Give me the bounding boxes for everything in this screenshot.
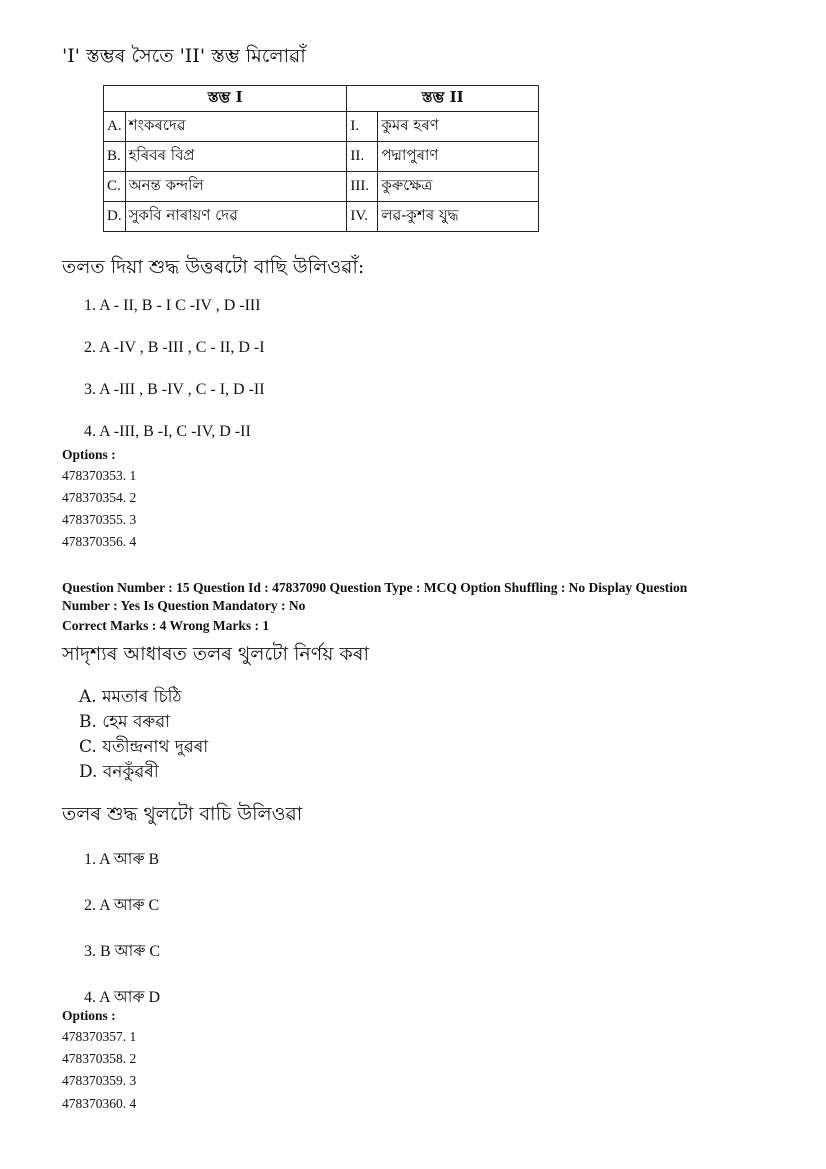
table-header-row xyxy=(104,86,539,112)
row-value-right: লৱ-কুশৰ যুদ্ধ xyxy=(378,202,539,232)
table-row xyxy=(104,202,539,232)
answer-choice-4: 4. A আৰু D xyxy=(84,989,161,1006)
column-header-2: স্তম্ভ II xyxy=(347,86,539,112)
option-id: 478370359. 3 xyxy=(62,1073,137,1088)
question-meta-line-1: Question Number : 15 Question Id : 47837090 Question Type : MCQ Option Shuffling : No Display Question xyxy=(62,580,688,595)
option-id: 478370357. 1 xyxy=(62,1029,137,1044)
row-value-right: কুৰুক্ষেত্ৰ xyxy=(378,172,539,202)
row-key-left: C. xyxy=(104,172,126,202)
match-instruction: 'I' স্তম্ভৰ সৈতে 'II' স্তম্ভ মিলোৱাঁ xyxy=(62,45,306,67)
list-item: B. হেম বৰুৱা xyxy=(79,712,171,732)
option-id: 478370354. 2 xyxy=(62,490,137,505)
row-key-right: I. xyxy=(347,112,378,142)
row-value-left: সুকবি নাৰায়ণ দেৱ xyxy=(125,202,347,232)
row-key-left: A. xyxy=(104,112,126,142)
answer-choice-1: 1. A আৰু B xyxy=(84,851,160,868)
question-instruction: সাদৃশ্যৰ আধাৰত তলৰ থুলটো নিৰ্ণয় কৰা xyxy=(62,643,369,665)
row-value-right: কুমৰ হৰণ xyxy=(378,112,539,142)
options-label: Options : xyxy=(62,447,116,462)
row-value-left: হৰিবৰ বিপ্ৰ xyxy=(125,142,347,172)
row-value-right: পদ্মাপুৰাণ xyxy=(378,142,539,172)
question-meta-line-3: Correct Marks : 4 Wrong Marks : 1 xyxy=(62,618,270,633)
answer-choice-2: 2. A আৰু C xyxy=(84,897,160,914)
match-table xyxy=(103,85,539,232)
answer-choice-1: 1. A - II, B - I C -IV , D -III xyxy=(84,297,261,314)
list-item: C. যতীন্দ্ৰনাথ দুৱৰা xyxy=(79,737,209,757)
question-prompt: তলত দিয়া শুদ্ধ উত্তৰটো বাছি উলিওৱাঁ: xyxy=(62,256,365,278)
row-key-left: D. xyxy=(104,202,126,232)
row-key-left: B. xyxy=(104,142,126,172)
row-key-right: IV. xyxy=(347,202,378,232)
question-meta-line-2: Number : Yes Is Question Mandatory : No xyxy=(62,598,306,613)
row-value-left: শংকৰদেৱ xyxy=(125,112,347,142)
question-prompt: তলৰ শুদ্ধ থুলটো বাচি উলিওৱা xyxy=(62,803,303,825)
answer-choice-4: 4. A -III, B -I, C -IV, D -II xyxy=(84,423,251,440)
answer-choice-2: 2. A -IV , B -III , C - II, D -I xyxy=(84,339,265,356)
list-item: D. বনকুঁৱৰী xyxy=(79,762,159,782)
column-header-1: স্তম্ভ I xyxy=(104,86,347,112)
row-key-right: II. xyxy=(347,142,378,172)
list-item: A. মমতাৰ চিঠি xyxy=(79,687,182,707)
option-id: 478370358. 2 xyxy=(62,1051,137,1066)
table-row xyxy=(104,172,539,202)
option-id: 478370356. 4 xyxy=(62,534,137,549)
answer-choice-3: 3. B আৰু C xyxy=(84,943,161,960)
table-row xyxy=(104,142,539,172)
option-id: 478370360. 4 xyxy=(62,1096,137,1111)
options-label: Options : xyxy=(62,1008,116,1023)
option-id: 478370355. 3 xyxy=(62,512,137,527)
row-key-right: III. xyxy=(347,172,378,202)
answer-choice-3: 3. A -III , B -IV , C - I, D -II xyxy=(84,381,265,398)
row-value-left: অনন্ত কন্দলি xyxy=(125,172,347,202)
table-row xyxy=(104,112,539,142)
option-id: 478370353. 1 xyxy=(62,468,137,483)
